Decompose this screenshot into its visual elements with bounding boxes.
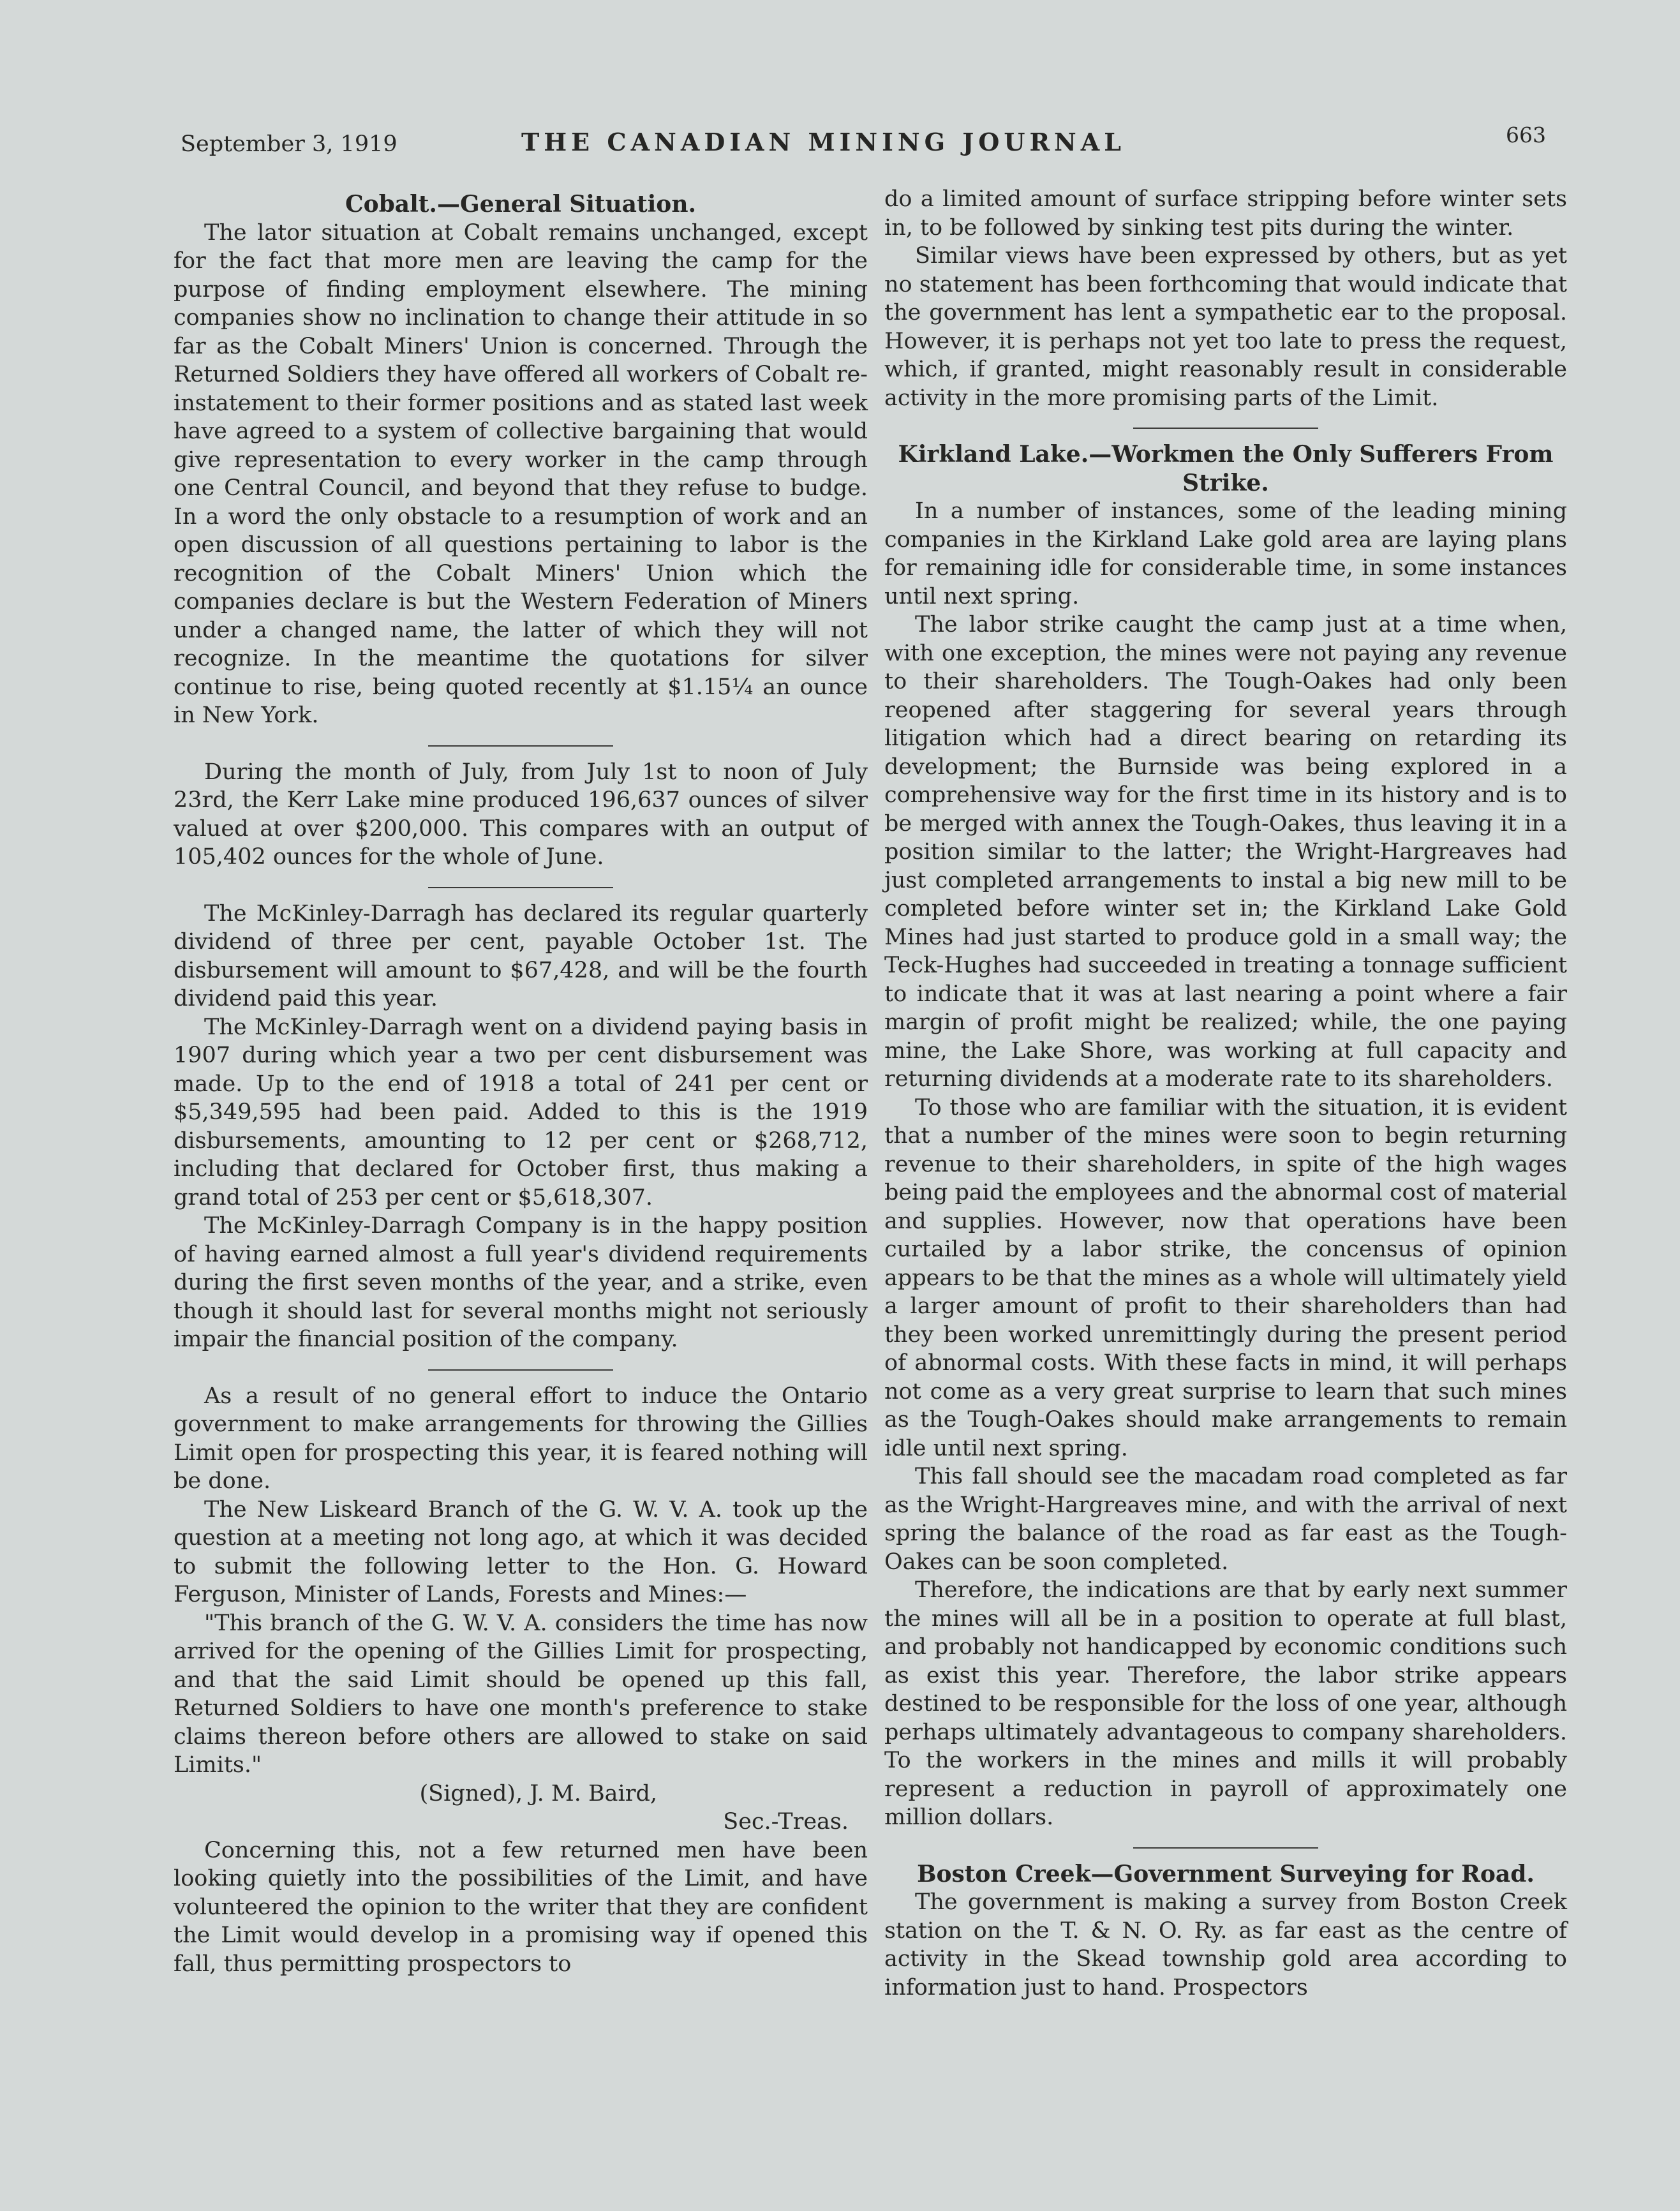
kirkland-paragraph-2: The labor strike caught the camp just at a time when, with one exception, the mines were not paying any revenue to their shareholders. The Tough-Oakes had only been reopened after staggering for several years through litigation which had a direct bearing on retarding its development; the Burnside was being explored in a comprehensive way for the first time in its history and is to be merged with annex the Tough-Oakes, thus leaving it in a position similar to the latter; the Wright-Hargreaves had just completed arrangements to instal a big new mill to be completed before winter set in; the Kirkland Lake Gold Mines had just started to produce gold in a small way; the Teck-Hughes had succeeded in treating a tonnage sufficient to indicate that it was at last nearing a point where a fair margin of profit might be realized; while, the one paying mine, the Lake Shore, was working at full capacity and returning dividends at a moderate rate to its shareholders. bbox=[884, 612, 1567, 1092]
journal-title: THE CANADIAN MINING JOURNAL bbox=[521, 128, 1126, 156]
boston-creek-paragraph: The government is making a survey from Boston Creek station on the T. & N. O. Ry. as far east as the centre of activity in the Skead township gold area according to information just to hand. Prospectors bbox=[884, 1889, 1567, 2000]
section-divider bbox=[428, 1369, 613, 1371]
kerr-lake-paragraph: During the month of July, from July 1st to noon of July 23rd, the Kerr Lake mine produced 196,637 ounces of silver valued at over $200,000. This compares with an output of 105,402 ounces for the whole of June. bbox=[174, 759, 868, 870]
kirkland-paragraph-3: To those who are familiar with the situation, it is evident that a number of the mines were soon to begin returning revenue to their shareholders, in spite of the high wages being paid the employees and the abnormal cost of material and supplies. However, now that operations have been curtailed by a labor strike, the concensus of opinion appears to be that the mines as a whole will ultimately yield a larger amount of profit to their shareholders than had they been worked unremittingly during the present period of abnormal costs. With these facts in mind, it will perhaps not come as a very great surprise to learn that such mines as the Tough-Oakes should make arrangements to remain idle until next spring. bbox=[884, 1094, 1567, 1461]
kirkland-paragraph-4: This fall should see the macadam road completed as far as the Wright-Hargreaves mine, and with the arrival of next spring the balance of the road as far east as the Tough-Oakes can be soon completed. bbox=[884, 1464, 1567, 1575]
section-divider bbox=[1133, 1847, 1318, 1849]
similar-views-paragraph: Similar views have been expressed by others, but as yet no statement has been forthcoming that would indicate that the government has lent a sympathetic ear to the proposal. However, it is perhaps not yet too late to press the request, which, if granted, might reasonably result in considerable activity in the more promising parts of the Limit. bbox=[884, 243, 1567, 411]
kirkland-heading: Kirkland Lake.—Workmen the Only Sufferers From Strike. bbox=[898, 441, 1554, 496]
section-divider bbox=[428, 887, 613, 888]
cobalt-paragraph: The lator situation at Cobalt remains unchanged, except for the fact that more men are leaving the camp for the purpose of finding employment elsewhere. The mining companies show no inclination to change their attitude in so far as the Cobalt Miners' Union is concerned. Through the Returned Soldiers they have offered all workers of Cobalt re-instatement to their former positions and as stated last week have agreed to a system of collective bargaining that would give representation to every worker in the camp through one Central Council, and beyond that they refuse to budge. In a word the only obstacle to a resumption of work and an open discussion of all questions pertaining to labor is the recognition of the Cobalt Miners' Union which the companies declare is but the Western Federation of Miners under a changed name, the latter of which they will not recognize. In the meantime the quotations for silver continue to rise, being quoted recently at $1.15¼ an ounce in New York. bbox=[174, 220, 868, 728]
kirkland-paragraph-5: Therefore, the indications are that by early next summer the mines will all be in a position to operate at full blast, and probably not handicapped by economic conditions such as exist this year. Therefore, the labor strike appears destined to be responsible for the loss of one year, although perhaps ultimately advantageous to company shareholders. To the workers in the mines and mills it will probably represent a reduction in payroll of approximately one million dollars. bbox=[884, 1577, 1567, 1830]
continued-paragraph: do a limited amount of surface stripping before winter sets in, to be followed by sinking test pits during the winter. bbox=[884, 186, 1567, 241]
cobalt-heading: Cobalt.—General Situation. bbox=[345, 191, 697, 218]
letter-signature: (Signed), J. M. Baird, bbox=[419, 1780, 657, 1806]
gillies-letter: "This branch of the G. W. V. A. considers the time has now arrived for the opening of the Gillies Limit for prospecting, and that the said Limit should be opened up this fall, Returned Soldiers to have one month's preference to stake claims thereon before others are allowed to stake on said Limits." bbox=[174, 1610, 868, 1778]
mckinley-paragraph-1: The McKinley-Darragh has declared its regular quarterly dividend of three per cent, payable October 1st. The disbursement will amount to $67,428, and will be the fourth dividend paid this year. bbox=[174, 900, 868, 1011]
mckinley-paragraph-2: The McKinley-Darragh went on a dividend paying basis in 1907 during which year a two per cent disbursement was made. Up to the end of 1918 a total of 241 per cent or $5,349,595 had been paid. Added to this is the 1919 disbursements, amounting to 12 per cent or $268,712, including that declared for October first, thus making a grand total of 253 per cent or $5,618,307. bbox=[174, 1014, 868, 1210]
kirkland-paragraph-1: In a number of instances, some of the leading mining companies in the Kirkland Lake gold area are laying plans for remaining idle for considerable time, in some instances until next spring. bbox=[884, 498, 1567, 609]
left-column bbox=[174, 190, 868, 1978]
section-divider bbox=[1133, 428, 1318, 429]
concerning-paragraph: Concerning this, not a few returned men have been looking quietly into the possibilities of the Limit, and have volunteered the opinion to the writer that they are confident the Limit would develop in a promising way if opened this fall, thus permitting prospectors to bbox=[174, 1837, 868, 1977]
section-divider bbox=[428, 745, 613, 747]
gillies-paragraph-2: The New Liskeard Branch of the G. W. V. A. took up the question at a meeting not long ago, at which it was decided to submit the following letter to the Hon. G. Howard Ferguson, Minister of Lands, Forests and Mines:— bbox=[174, 1496, 868, 1607]
issue-date: September 3, 1919 bbox=[181, 131, 398, 157]
mckinley-paragraph-3: The McKinley-Darragh Company is in the happy position of having earned almost a full year's dividend requirements during the first seven months of the year, and a strike, even though it should last for several months might not seriously impair the financial position of the company. bbox=[174, 1213, 868, 1352]
letter-signature-title: Sec.-Treas. bbox=[723, 1809, 849, 1835]
page-number: 663 bbox=[1506, 123, 1546, 147]
gillies-paragraph-1: As a result of no general effort to induce the Ontario government to make arrangements for throwing the Gillies Limit open for prospecting this year, it is feared nothing will be done. bbox=[174, 1383, 868, 1494]
boston-creek-heading: Boston Creek—Government Surveying for Road. bbox=[917, 1860, 1535, 1887]
right-column bbox=[884, 185, 1567, 2002]
